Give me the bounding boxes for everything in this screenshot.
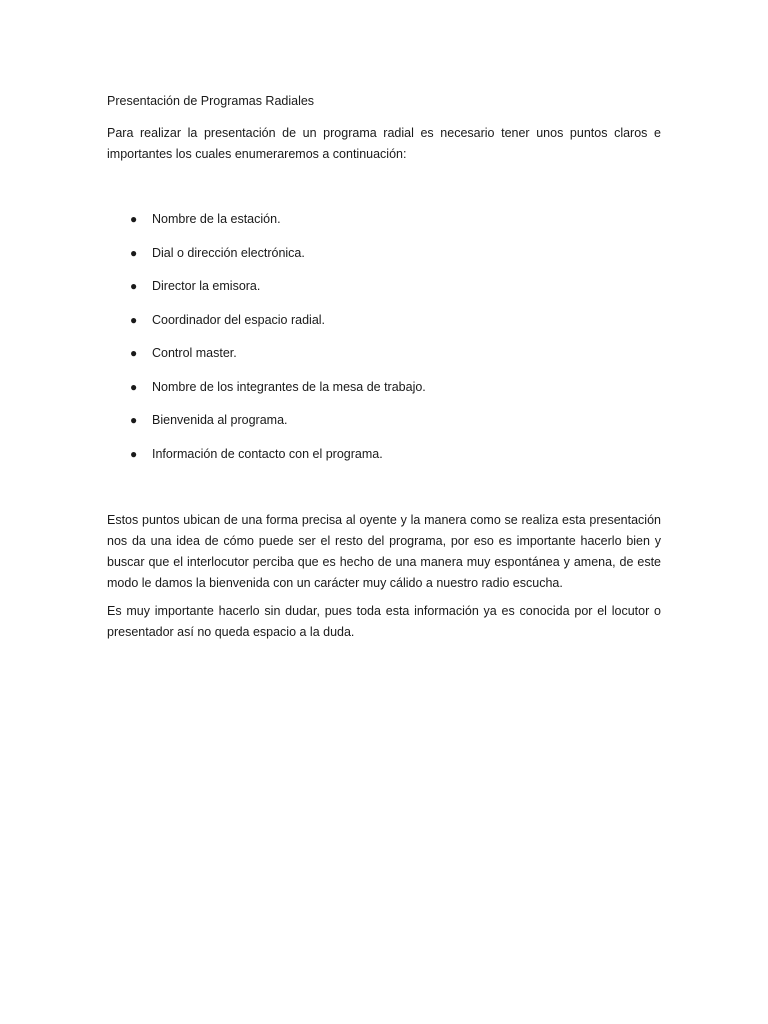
list-item	[107, 276, 661, 310]
document-title: Presentación de Programas Radiales	[107, 94, 315, 108]
list-item	[107, 243, 661, 277]
list-item-text: Nombre de los integrantes de la mesa de trabajo.	[152, 379, 426, 394]
list-item	[107, 343, 661, 377]
list-item-text: Dial o dirección electrónica.	[152, 245, 305, 260]
list-item	[107, 209, 661, 243]
bullet-icon: ●	[130, 413, 138, 427]
list-item-text: Bienvenida al programa.	[152, 413, 288, 427]
bullet-icon: ●	[130, 312, 138, 327]
bullet-icon: ●	[130, 379, 138, 394]
list-item	[107, 444, 661, 478]
list-item	[107, 410, 661, 444]
list-item	[107, 310, 661, 344]
body-paragraph-1: Estos puntos ubican de una forma precisa al oyente y la manera como se realiza esta presentación nos da una idea de cómo puede ser el resto del programa, por eso es importante hacerlo bien y buscar que el interlocutor perciba que es hecho de una manera muy espontánea y amena, de este modo le damos la bienvenida con un carácter muy cálido a nuestro radio escucha.	[107, 513, 661, 590]
bullet-icon: ●	[130, 279, 138, 293]
list-item-text: Nombre de la estación.	[152, 212, 281, 226]
bullet-icon: ●	[130, 446, 138, 461]
list-item-text: Coordinador del espacio radial.	[152, 312, 326, 327]
intro-paragraph: Para realizar la presentación de un programa radial es necesario tener unos puntos claros e importantes los cuales enumeraremos a continuación:	[107, 126, 661, 161]
list-item	[107, 377, 661, 411]
bullet-list	[107, 209, 661, 477]
body-paragraph-2: Es muy importante hacerlo sin dudar, pues toda esta información ya es conocida por el locutor o presentador así no queda espacio a la duda.	[107, 604, 661, 639]
list-item-text: Director la emisora.	[152, 279, 261, 293]
list-item-text: Información de contacto con el programa.	[152, 446, 383, 461]
list-item-text: Control master.	[152, 346, 237, 360]
bullet-icon: ●	[130, 346, 138, 360]
bullet-icon: ●	[130, 245, 138, 260]
bullet-icon: ●	[130, 212, 138, 226]
